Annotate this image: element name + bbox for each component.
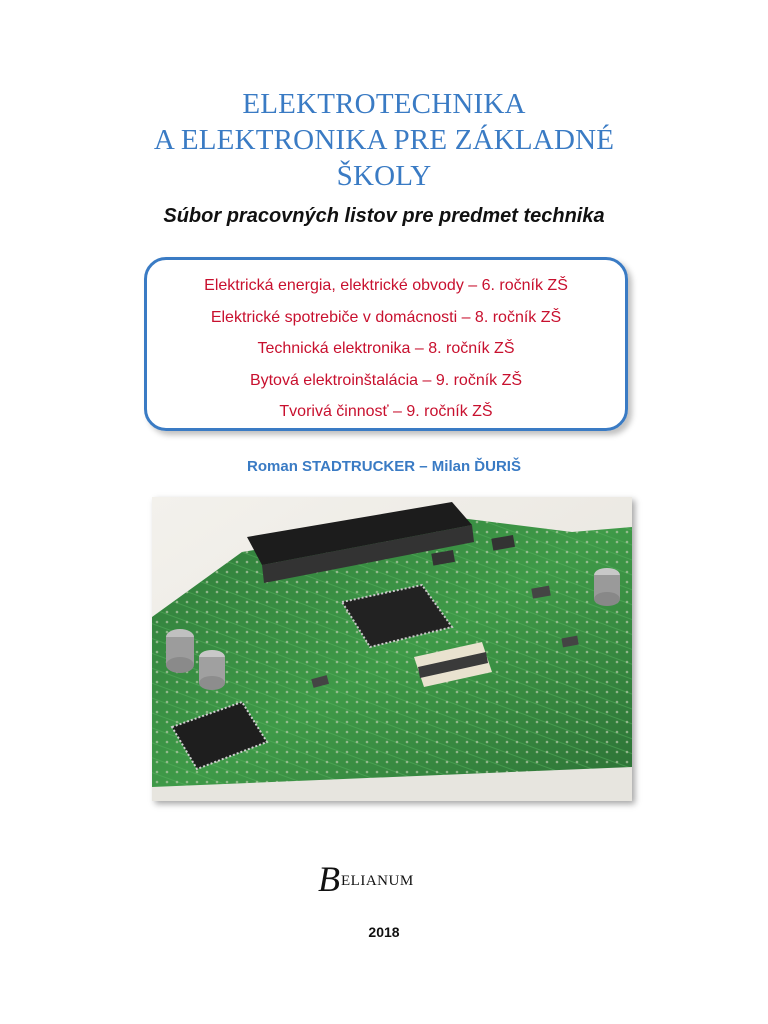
title-line-2: A ELEKTRONIKA PRE ZÁKLADNÉ <box>153 124 615 156</box>
authors: Roman STADTRUCKER – Milan ĎURIŠ <box>247 458 521 475</box>
publisher-name: ELIANUM <box>341 873 414 889</box>
publication-year: 2018 <box>368 924 400 940</box>
book-title <box>0 86 768 194</box>
topics-box <box>144 257 628 431</box>
subtitle: Súbor pracovných listov pre predmet technika <box>163 205 605 227</box>
circuit-board-photo <box>152 497 632 801</box>
topic-item: Bytová elektroinštalácia – 9. ročník ZŠ <box>249 371 523 389</box>
topic-item: Elektrické spotrebiče v domácnosti – 8. ročník ZŠ <box>210 308 562 326</box>
title-line-1: ELEKTROTECHNIKA <box>242 88 526 120</box>
publisher-logo <box>318 859 414 899</box>
title-line-3: ŠKOLY <box>336 160 432 192</box>
publisher-initial: B <box>318 859 340 899</box>
topic-item: Technická elektronika – 8. ročník ZŠ <box>257 340 515 357</box>
circuit-board-image <box>152 497 632 801</box>
topic-item: Elektrická energia, elektrické obvody – 6. ročník ZŠ <box>204 277 568 294</box>
topic-item: Tvorivá činnosť – 9. ročník ZŠ <box>279 403 493 420</box>
